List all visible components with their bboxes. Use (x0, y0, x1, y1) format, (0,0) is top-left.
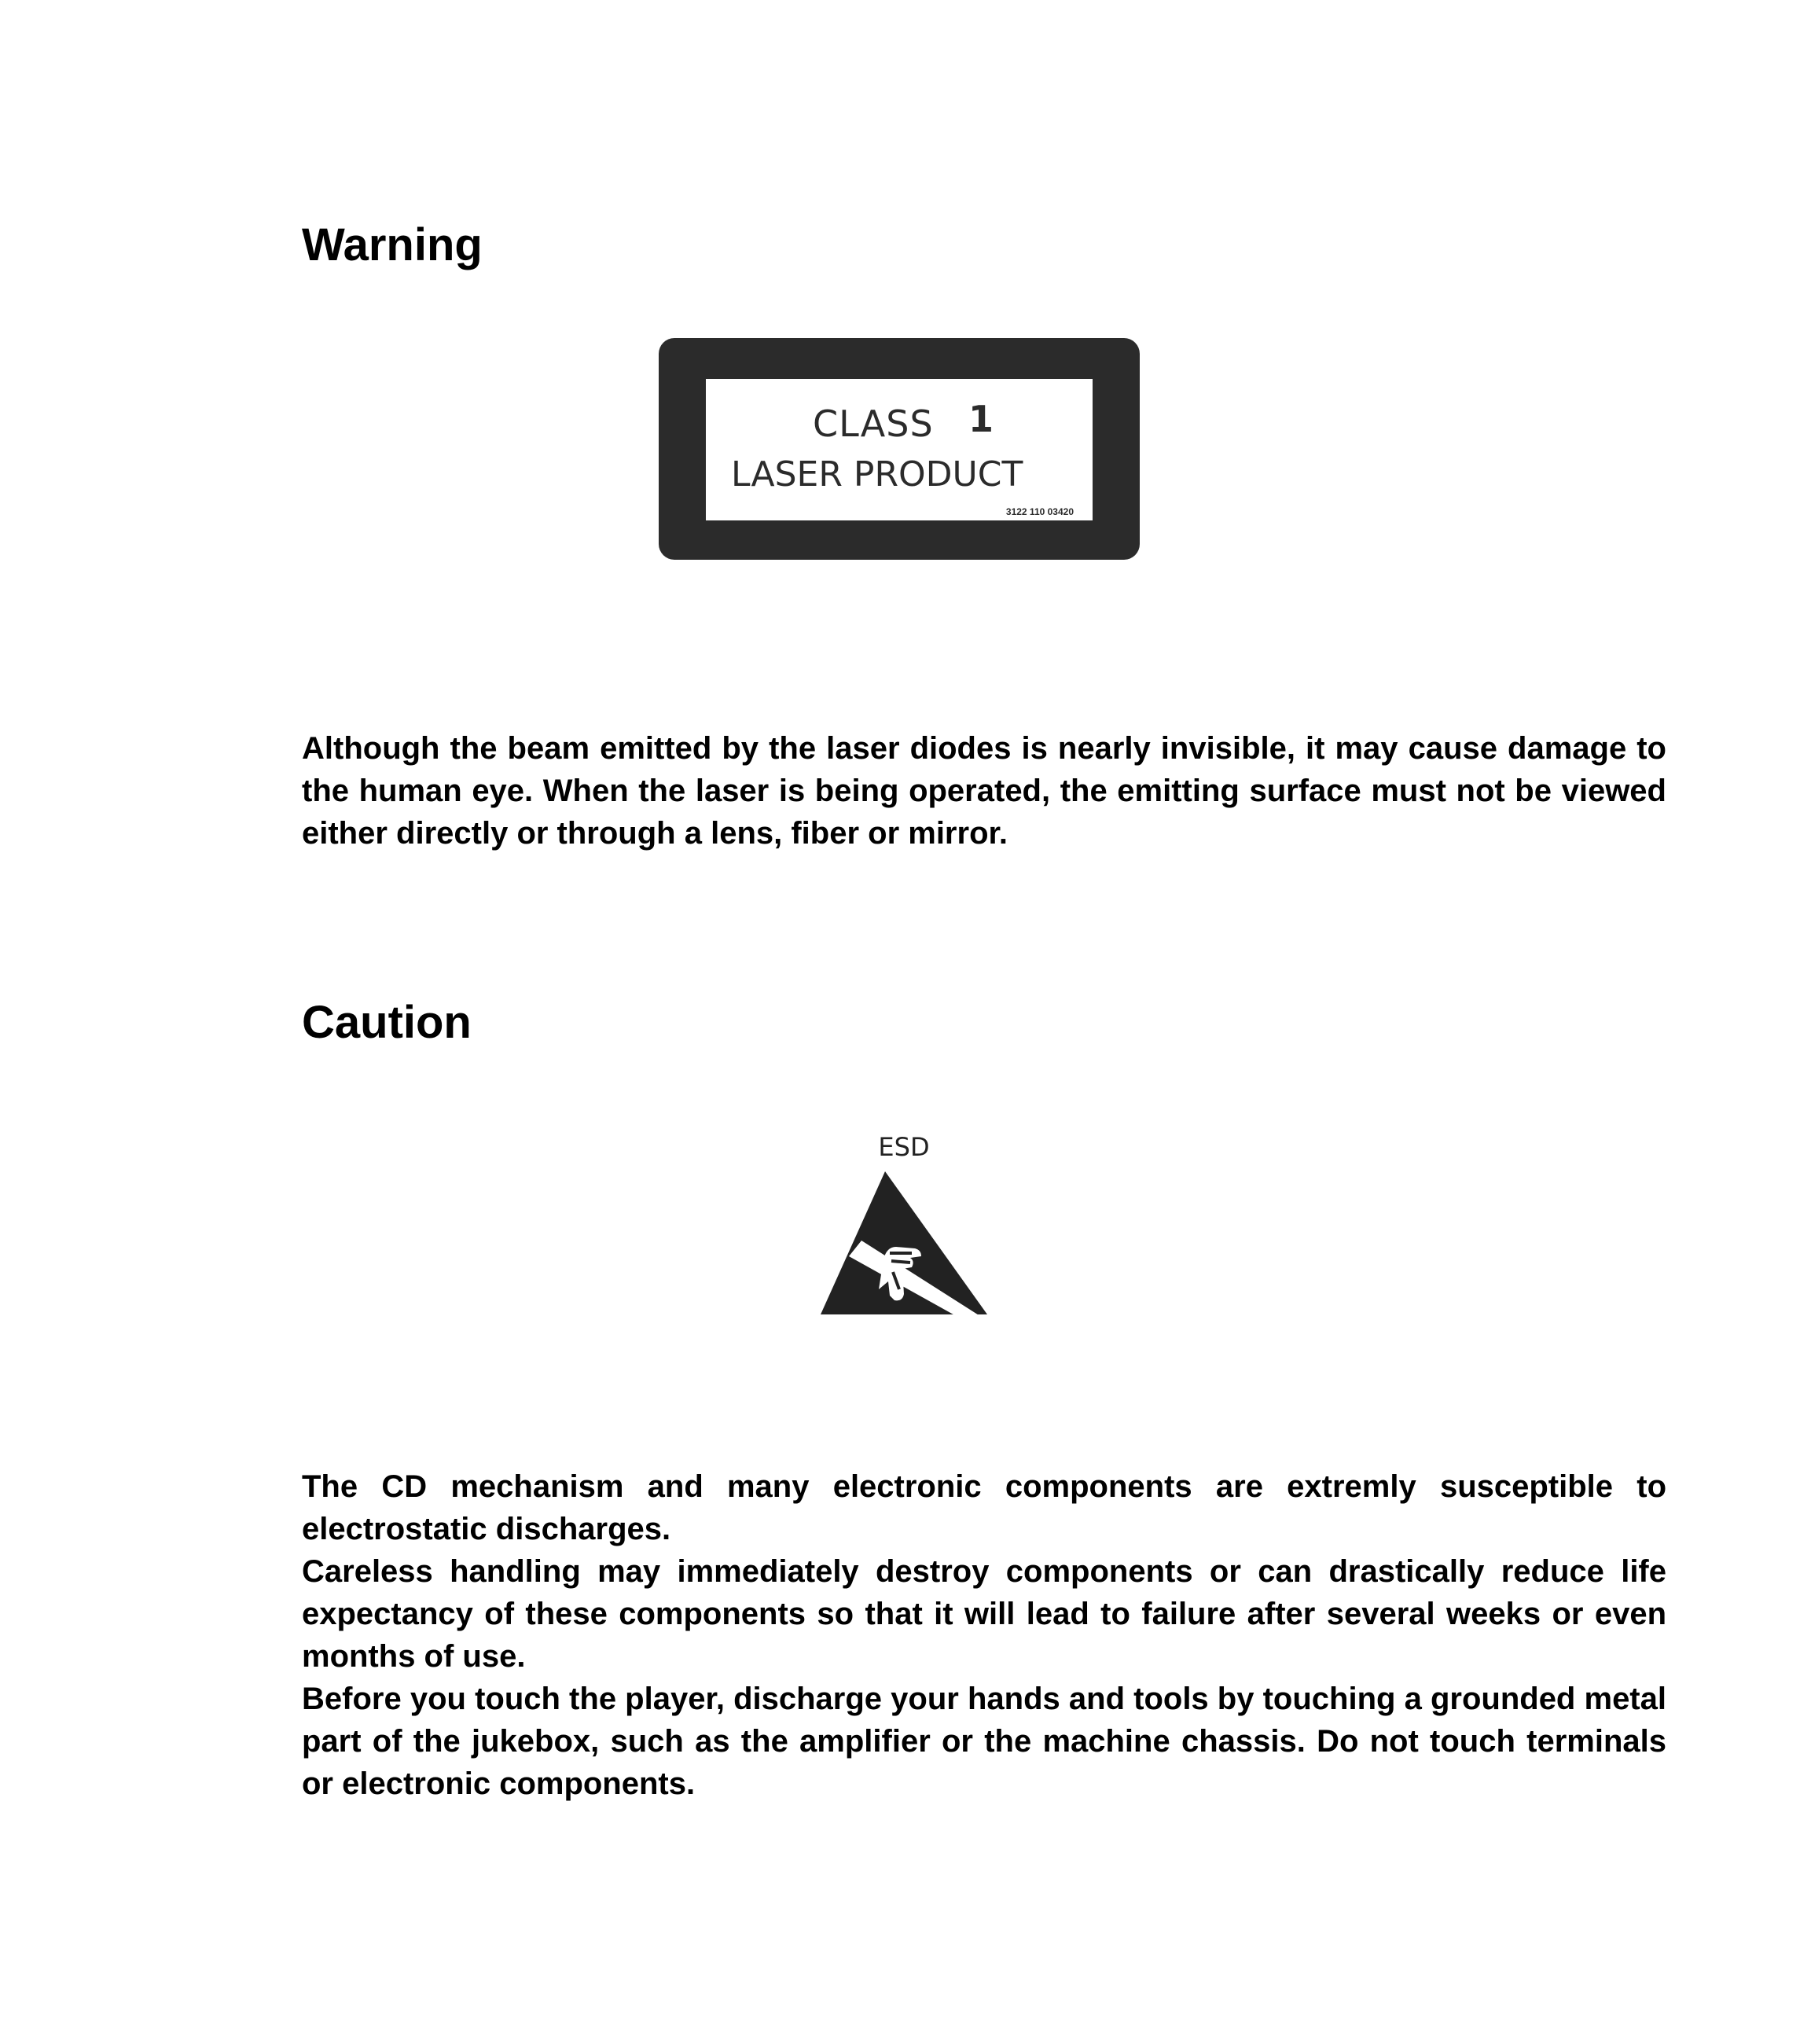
esd-symbol (817, 1132, 994, 1321)
caution-heading: Caution (302, 997, 472, 1048)
laser-class-text: CLASS (813, 403, 934, 445)
caution-paragraph-handling: Careless handling may immediately destroy components or can drastically reduce life expectancy of these components so that it will lead to failure after several weeks or even months of use. (302, 1554, 1666, 1674)
warning-paragraph: Although the beam emitted by the laser diodes is nearly invisible, it may cause damage to the human eye. When the laser is being operated, the emitting surface must not be viewed either directly or through a lens, fiber or mirror. (302, 731, 1666, 851)
laser-label-panel (706, 379, 1093, 520)
esd-label: ESD (878, 1132, 930, 1162)
laser-product-text: LASER PRODUCT (731, 454, 1023, 494)
laser-class-number: 1 (968, 398, 994, 440)
laser-label-code: 3122 110 03420 (1005, 506, 1074, 517)
caution-paragraph-esd: The CD mechanism and many electronic components are extremly susceptible to electrostatic discharges. (302, 1469, 1666, 1546)
caution-paragraph-discharge: Before you touch the player, discharge your hands and tools by touching a grounded metal part of the jukebox, such as the amplifier or the machine chassis. Do not touch terminals or electronic components. (302, 1682, 1666, 1801)
warning-heading: Warning (302, 219, 483, 270)
esd-hand-triangle-icon (817, 1171, 994, 1321)
laser-class-label (659, 338, 1140, 560)
caution-text (302, 1465, 1666, 1805)
